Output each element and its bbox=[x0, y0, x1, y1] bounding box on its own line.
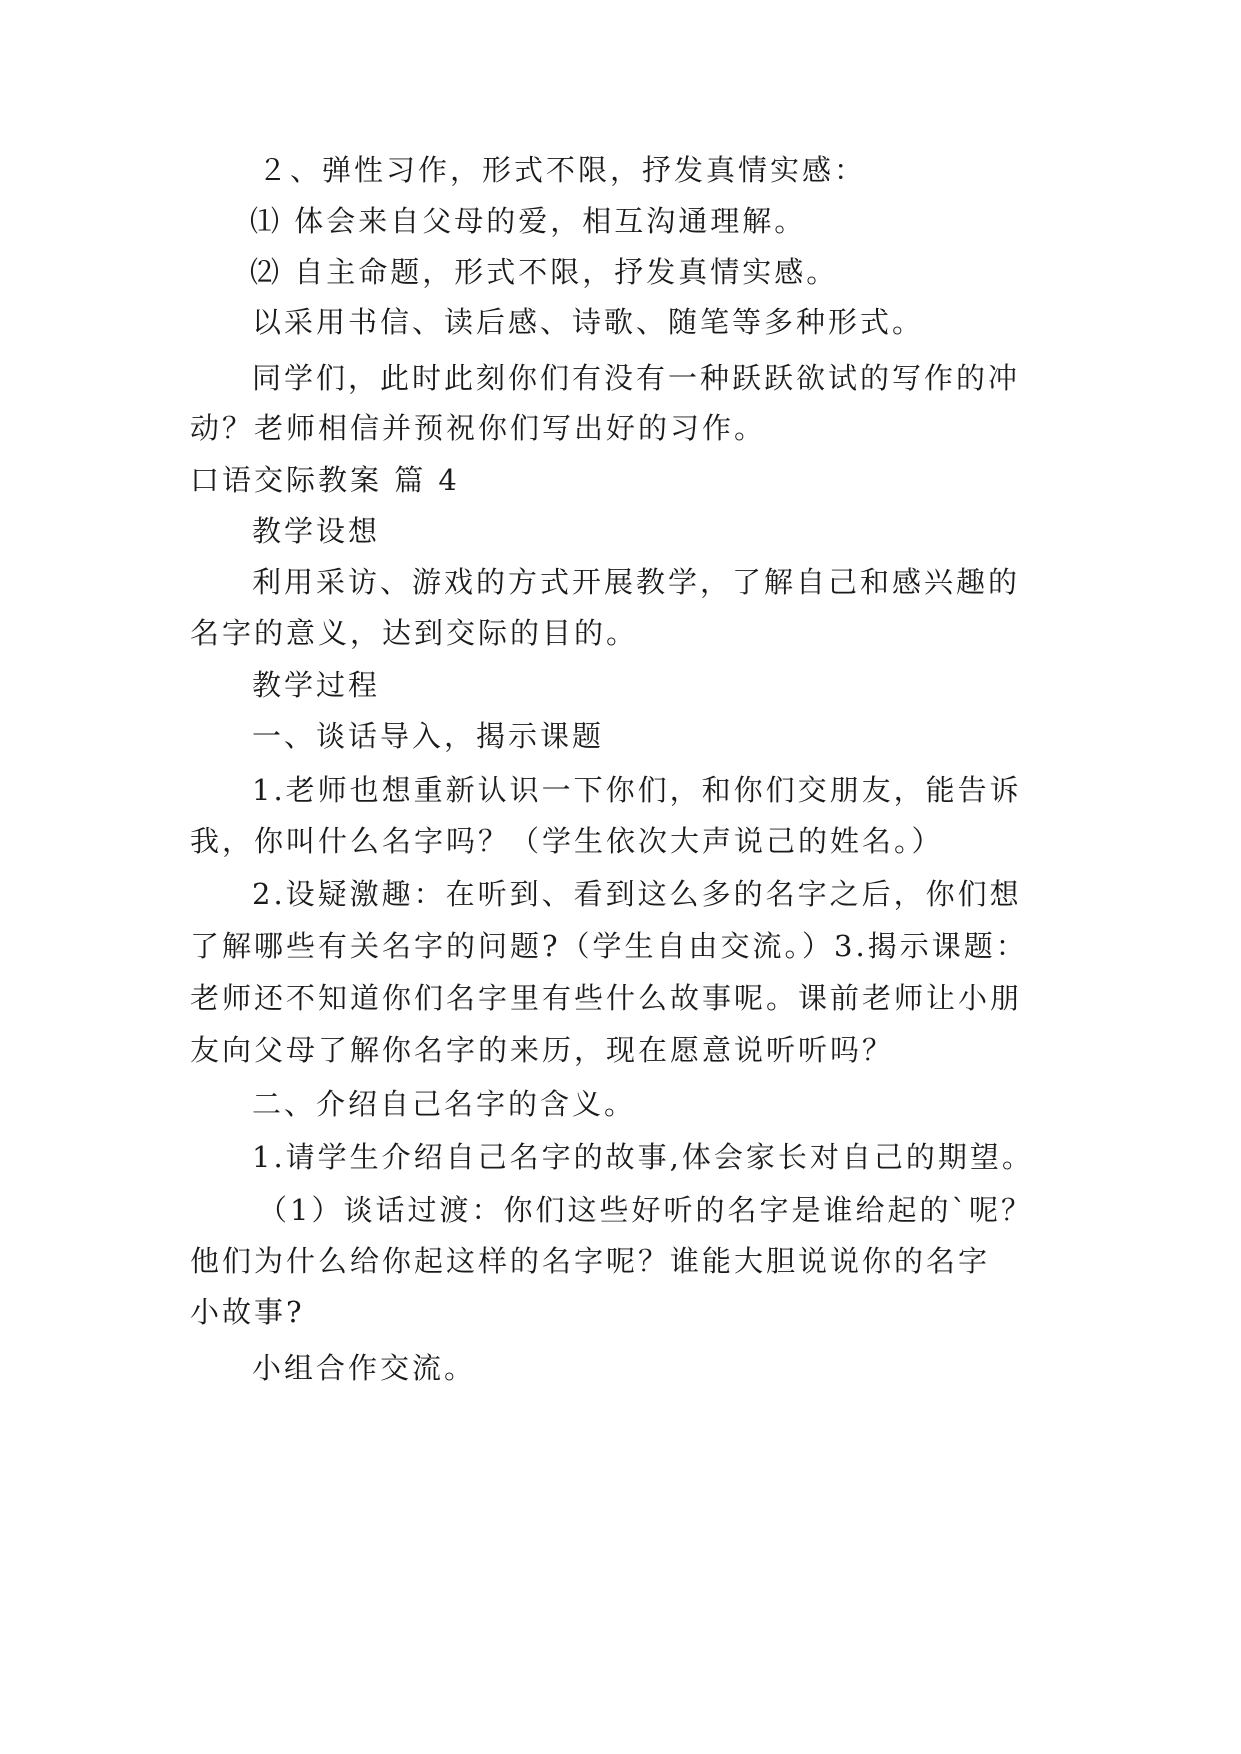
text-line: 1.老师也想重新认识一下你们，和你们交朋友，能告诉 bbox=[252, 773, 1022, 807]
text-line: 小组合作交流。 bbox=[252, 1351, 477, 1385]
text-line: ⑵ 自主命题，形式不限，抒发真情实感。 bbox=[250, 255, 839, 289]
text-line: 1.请学生介绍自己名字的故事,体会家长对自己的期望。 bbox=[252, 1140, 1034, 1174]
section-heading: 口语交际教案 篇 4 bbox=[190, 463, 460, 497]
text-line: 一、谈话导入，揭示课题 bbox=[252, 719, 605, 753]
text-line: 小故事? bbox=[190, 1295, 305, 1329]
text-line: 2.设疑激趣：在听到、看到这么多的名字之后，你们想 bbox=[252, 877, 1022, 911]
text-line: 我，你叫什么名字吗？（学生依次大声说己的姓名。） bbox=[190, 824, 944, 858]
text-line: 了解哪些有关名字的问题?（学生自由交流。）3.揭示课题： bbox=[190, 929, 1028, 963]
text-line: 利用采访、游戏的方式开展教学，了解自己和感兴趣的 bbox=[252, 565, 1021, 599]
text-line: 二、介绍自己名字的含义。 bbox=[252, 1087, 637, 1121]
text-line: ⑴ 体会来自父母的爱，相互沟通理解。 bbox=[250, 204, 807, 238]
text-line: ２、弹性习作，形式不限，抒发真情实感： bbox=[258, 153, 867, 187]
text-line: 以采用书信、读后感、诗歌、随笔等多种形式。 bbox=[252, 305, 925, 339]
text-line: 老师还不知道你们名字里有些什么故事呢。课前老师让小朋 bbox=[190, 981, 1023, 1015]
text-line: 友向父母了解你名字的来历，现在愿意说听听吗？ bbox=[190, 1033, 895, 1067]
text-line: （1）谈话过渡：你们这些好听的名字是谁给起的`呢？ bbox=[258, 1193, 1033, 1227]
text-line: 他们为什么给你起这样的名字呢？谁能大胆说说你的名字 bbox=[190, 1244, 991, 1278]
text-line: 同学们，此时此刻你们有没有一种跃跃欲试的写作的冲 bbox=[252, 361, 1021, 395]
subheading: 教学设想 bbox=[252, 514, 381, 548]
text-line: 动？老师相信并预祝你们写出好的习作。 bbox=[190, 411, 767, 445]
text-line: 名字的意义，达到交际的目的。 bbox=[190, 616, 639, 650]
subheading: 教学过程 bbox=[252, 668, 381, 702]
